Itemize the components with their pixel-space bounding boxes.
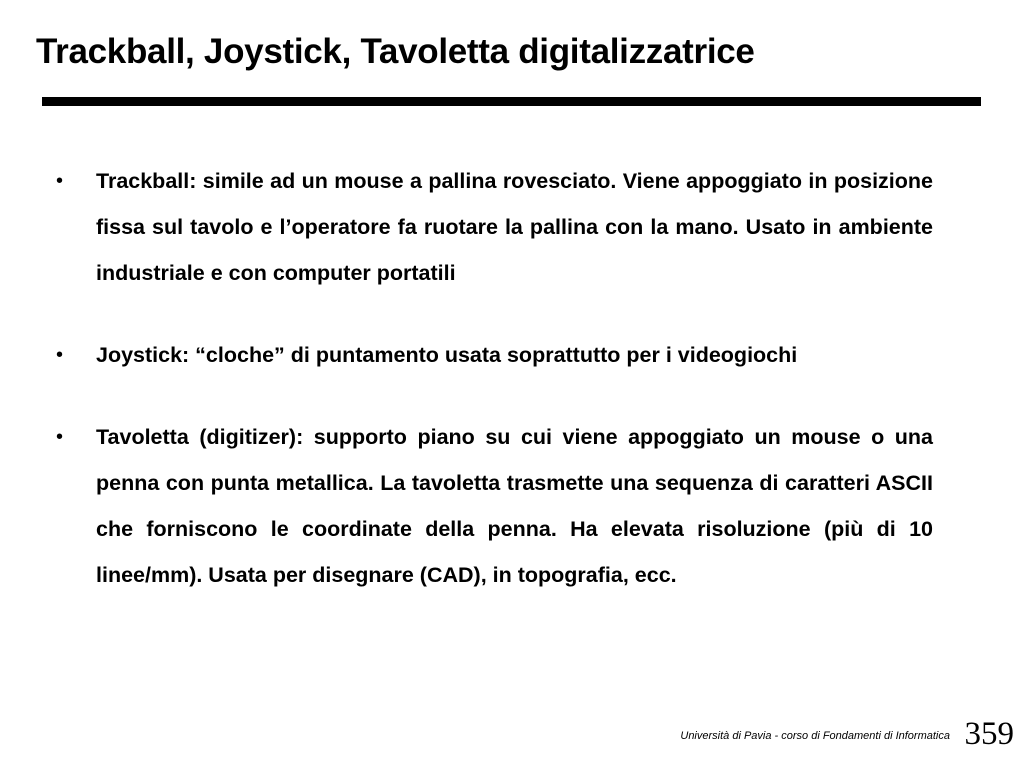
slide-title: Trackball, Joystick, Tavoletta digitalizzatrice bbox=[36, 32, 755, 71]
bullet-icon: • bbox=[56, 170, 64, 192]
page-number: 359 bbox=[964, 716, 1014, 752]
bullet-list bbox=[56, 158, 933, 598]
bullet-icon: • bbox=[56, 426, 64, 448]
bullet-item-tavoletta bbox=[56, 414, 933, 598]
bullet-text-joystick: Joystick: “cloche” di puntamento usata soprattutto per i videogiochi bbox=[96, 343, 798, 367]
bullet-item-trackball bbox=[56, 158, 933, 296]
footer-course-text: Università di Pavia - corso di Fondamenti di Informatica bbox=[680, 730, 950, 742]
bullet-text-trackball: Trackball: simile ad un mouse a pallina rovesciato. Viene appoggiato in posizione fissa sul tavolo e l’operatore fa ruotare la pallina con la mano. Usato in ambiente industriale e con computer portatili bbox=[96, 169, 933, 285]
bullet-icon: • bbox=[56, 344, 64, 366]
bullet-text-tavoletta: Tavoletta (digitizer): supporto piano su cui viene appoggiato un mouse o una penna con punta metallica. La tavoletta trasmette una sequenza di caratteri ASCII che forniscono le coordinate della penna. Ha elevata risoluzione (più di 10 linee/mm). Usata per disegnare (CAD), in topografia, ecc. bbox=[96, 425, 933, 587]
title-underline-rule bbox=[42, 97, 981, 106]
bullet-item-joystick bbox=[56, 332, 933, 378]
